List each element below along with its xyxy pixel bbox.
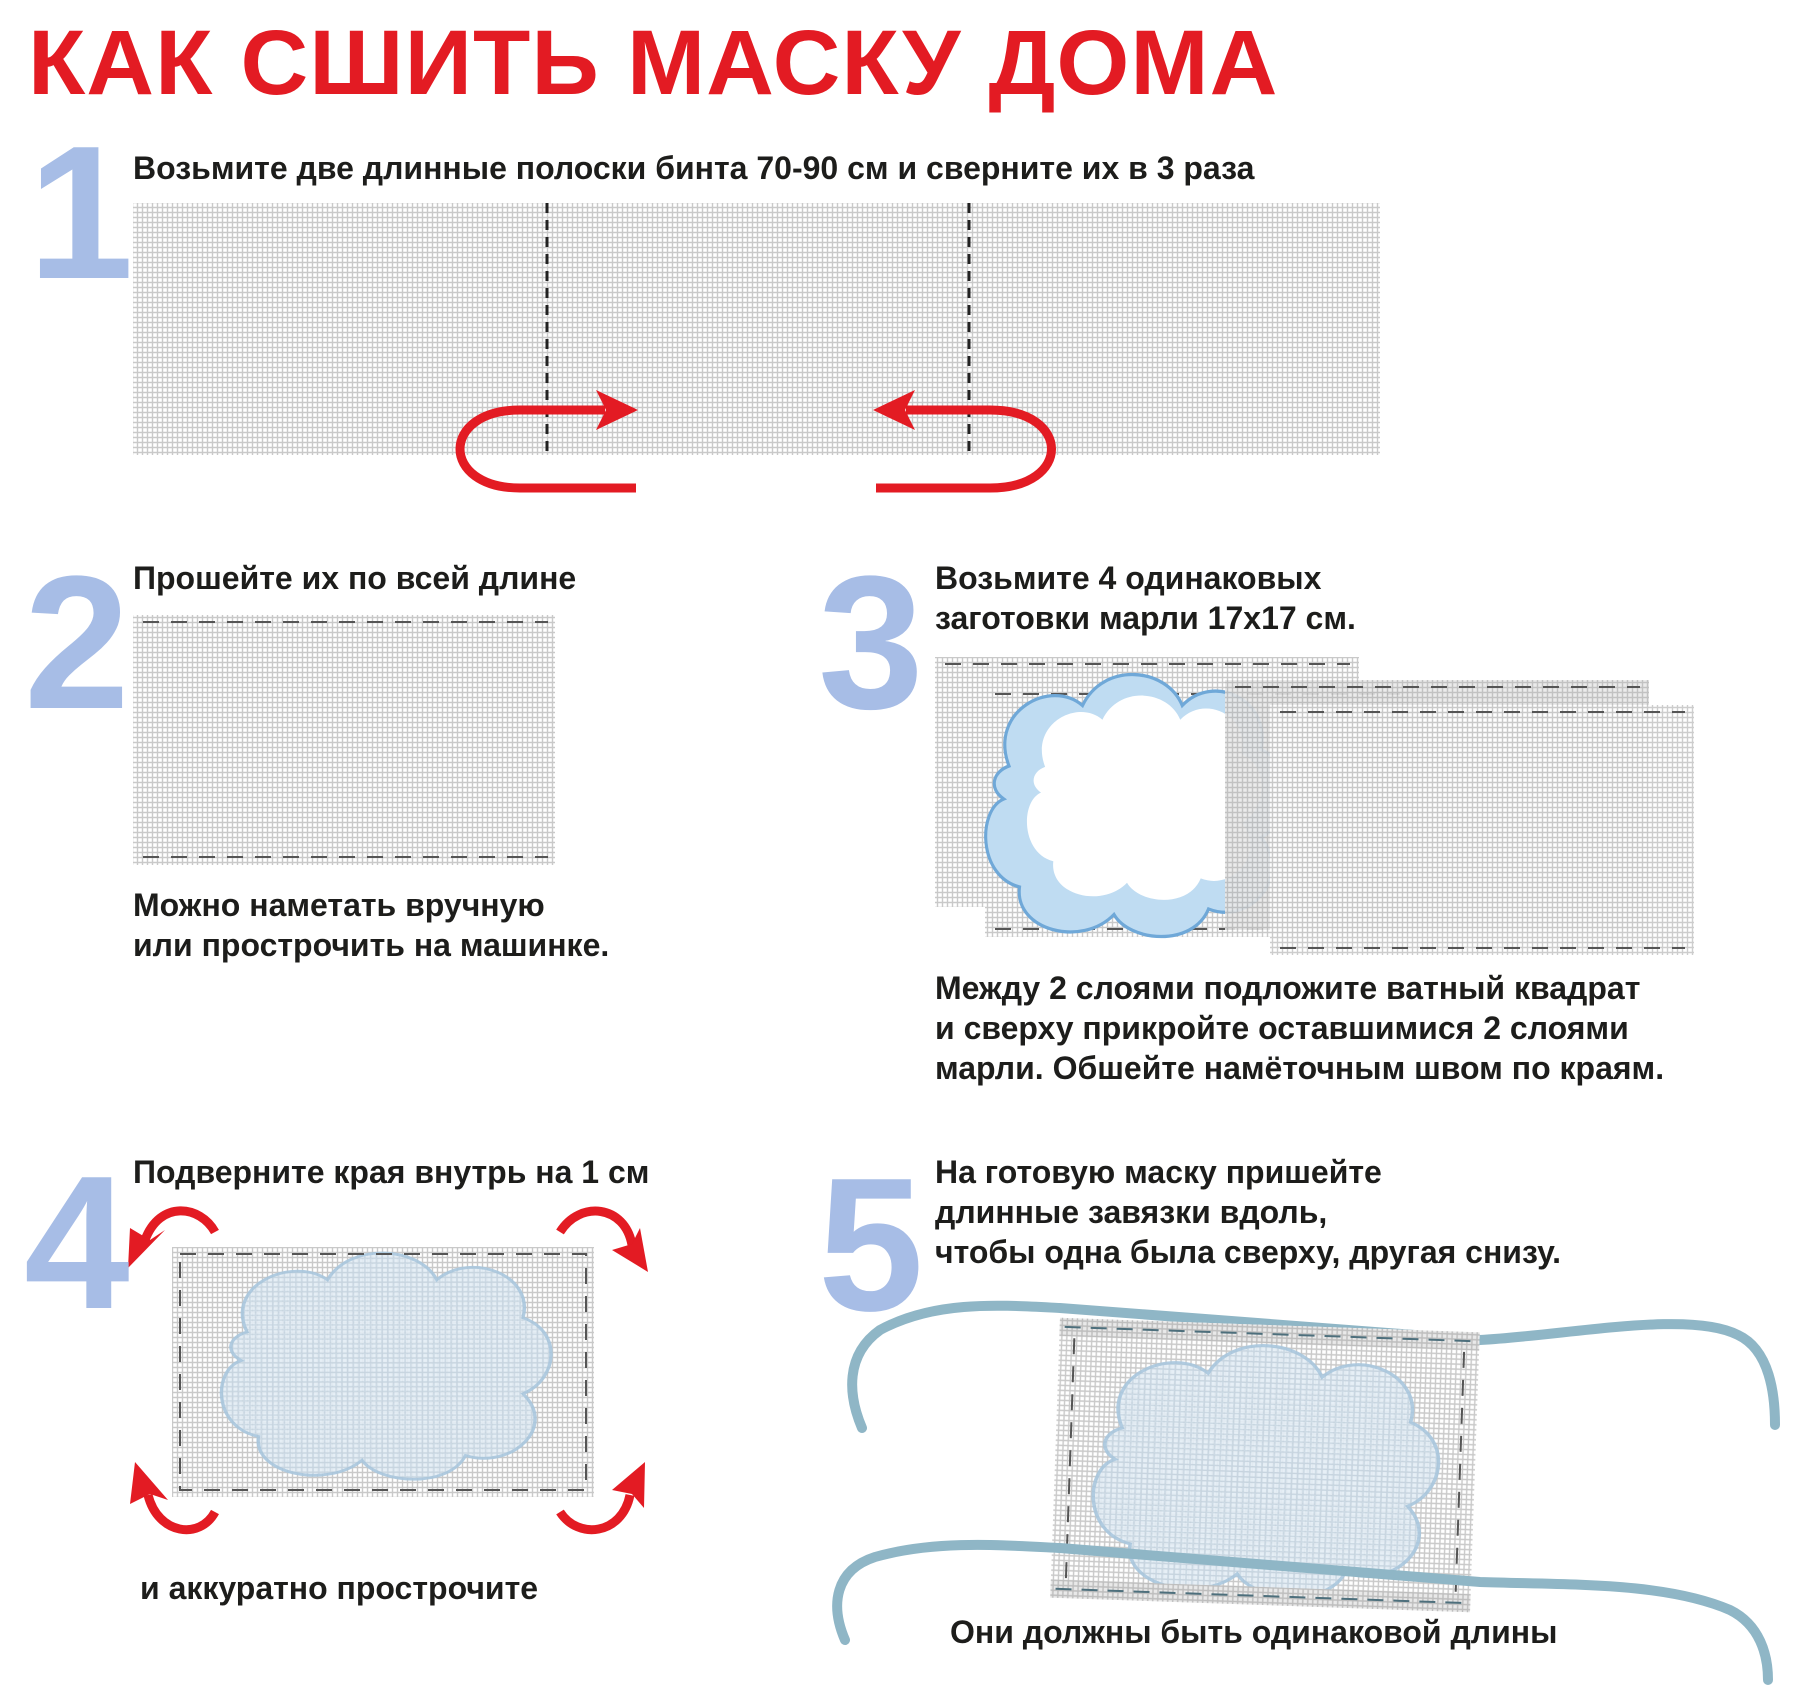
step4-instruction: Подверните края внутрь на 1 см [133,1154,650,1190]
step5-instruction-line-2: длинные завязки вдоль, [935,1194,1328,1230]
step-number-2: 2 [24,537,130,749]
step2-note-line-1: Можно наметать вручную [133,887,545,923]
page-title: КАК СШИТЬ МАСКУ ДОМА [28,12,1279,114]
folded-strip [133,615,555,865]
step3-note-line-1: Между 2 слоями подложите ватный квадрат [935,970,1641,1006]
step3-instruction-line-2: заготовки марли 17х17 см. [935,600,1356,636]
step2-instruction: Прошейте их по всей длине [133,560,577,596]
step-number-3: 3 [818,537,924,749]
step1-instruction: Возьмите две длинные полоски бинта 70-90 см и сверните их в 3 раза [133,150,1255,186]
step1-illustration [133,203,1380,488]
step3-note-line-2: и сверху прикройте оставшимися 2 слоями [935,1010,1629,1046]
step3-note-line-3: марли. Обшейте намёточным швом по краям. [935,1050,1665,1086]
step4-illustration [128,1211,648,1530]
step2-illustration [133,615,555,865]
step5-instruction-line-3: чтобы одна была сверху, другая снизу. [935,1234,1561,1270]
step-number-4: 4 [24,1137,130,1349]
step4-note: и аккуратно прострочите [140,1570,539,1606]
step3-instruction-line-1: Возьмите 4 одинаковых [935,560,1322,596]
step5-note: Они должны быть одинаковой длины [950,1614,1558,1650]
step-number-1: 1 [28,107,134,319]
bandage-strip [133,203,1380,455]
step2-note-line-2: или прострочить на машинке. [133,927,610,963]
step5-instruction-line-1: На готовую маску пришейте [935,1154,1382,1190]
gauze-layer-4 [1270,705,1694,955]
step3-illustration [935,657,1694,955]
step-number-5: 5 [818,1139,924,1351]
